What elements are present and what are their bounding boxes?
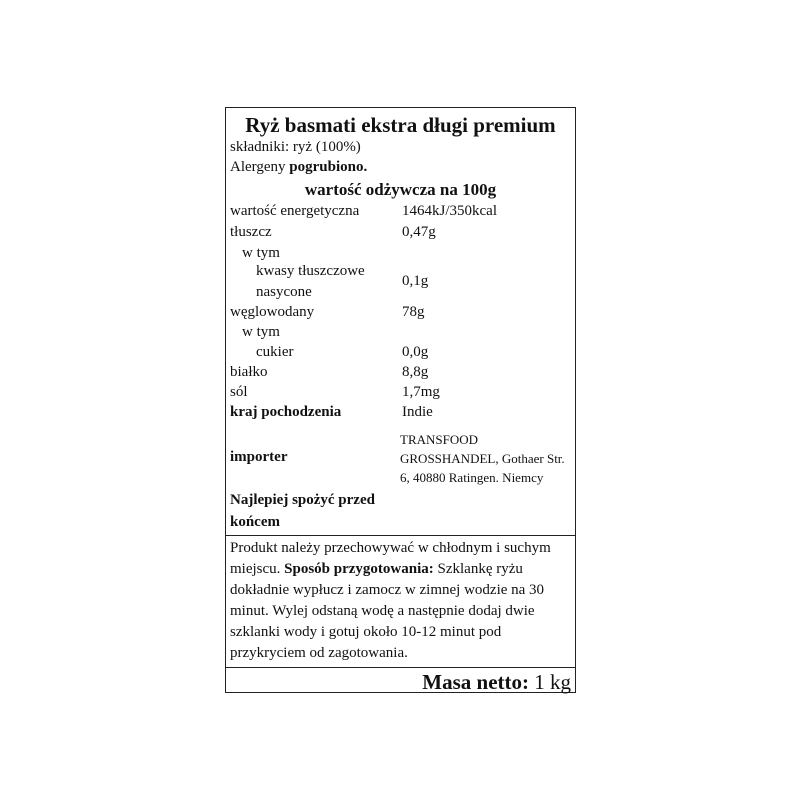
allergens-text [230, 157, 367, 177]
nutrition-label-carbs: węglowodany [230, 304, 315, 320]
description-text [230, 538, 575, 664]
nutrition-label-sugar: cukier [256, 344, 294, 360]
nutrition-value-saturates: 0,1g [402, 273, 429, 289]
origin-value: Indie [402, 404, 433, 420]
nutrition-value-energy: 1464kJ/350kcal [402, 203, 497, 219]
importer-line-3: 6, 40880 Ratingen. Niemcy [400, 470, 544, 485]
nutrition-label-saturates: kwasy tłuszczowe [256, 263, 365, 279]
net-weight-label: Masa netto: [422, 670, 529, 694]
nutrition-value-salt: 1,7mg [402, 384, 440, 400]
best-before-label [230, 489, 400, 533]
ingredients-text: składniki: ryż (100%) [230, 139, 361, 155]
nutrition-header: wartość odżywcza na 100g [304, 180, 497, 199]
description-part-2: Szklankę ryżu dokładnie wypłucz i zamocz w zimnej wodzie na 30 minut. Wylej odstaną wodę a następnie dodaj dwie szklanki wody i gotuj około 10-12 minut pod przykryciem od zagotowania. [230, 561, 545, 661]
nutrition-label-saturates-2: nasycone [256, 284, 312, 300]
net-weight [422, 670, 571, 694]
product-label [225, 107, 576, 693]
importer-address [400, 430, 575, 487]
nutrition-label-salt: sól [230, 384, 248, 400]
divider-bottom [226, 667, 575, 668]
importer-line-2: GROSSHANDEL, Gothaer Str. [400, 451, 565, 466]
allergens-bold: pogrubiono. [289, 159, 368, 175]
nutrition-value-carbs: 78g [402, 304, 425, 320]
description-bold: Sposób przygotowania: [284, 561, 434, 577]
nutrition-label-protein: białko [230, 364, 268, 380]
best-before-line-1: Najlepiej spożyć przed [230, 492, 375, 508]
net-weight-value: 1 kg [529, 670, 571, 694]
description-part-1: Produkt należy przechowywać w chłodnym i suchym miejscu. [230, 540, 551, 577]
product-title: Ryż basmati ekstra długi premium [245, 113, 556, 137]
allergens-prefix: Alergeny [230, 159, 290, 175]
nutrition-label-energy: wartość energetyczna [230, 203, 360, 219]
nutrition-value-protein: 8,8g [402, 364, 429, 380]
nutrition-value-fat: 0,47g [402, 224, 436, 240]
origin-label: kraj pochodzenia [230, 404, 342, 420]
nutrition-label-of-which-1: w tym [242, 245, 280, 261]
nutrition-label-of-which-2: w tym [242, 324, 280, 340]
divider-top [226, 535, 575, 536]
nutrition-value-sugar: 0,0g [402, 344, 429, 360]
best-before-line-2: końcem [230, 514, 280, 530]
nutrition-label-fat: tłuszcz [230, 224, 272, 240]
importer-line-1: TRANSFOOD [400, 432, 479, 447]
importer-label: importer [230, 449, 288, 465]
